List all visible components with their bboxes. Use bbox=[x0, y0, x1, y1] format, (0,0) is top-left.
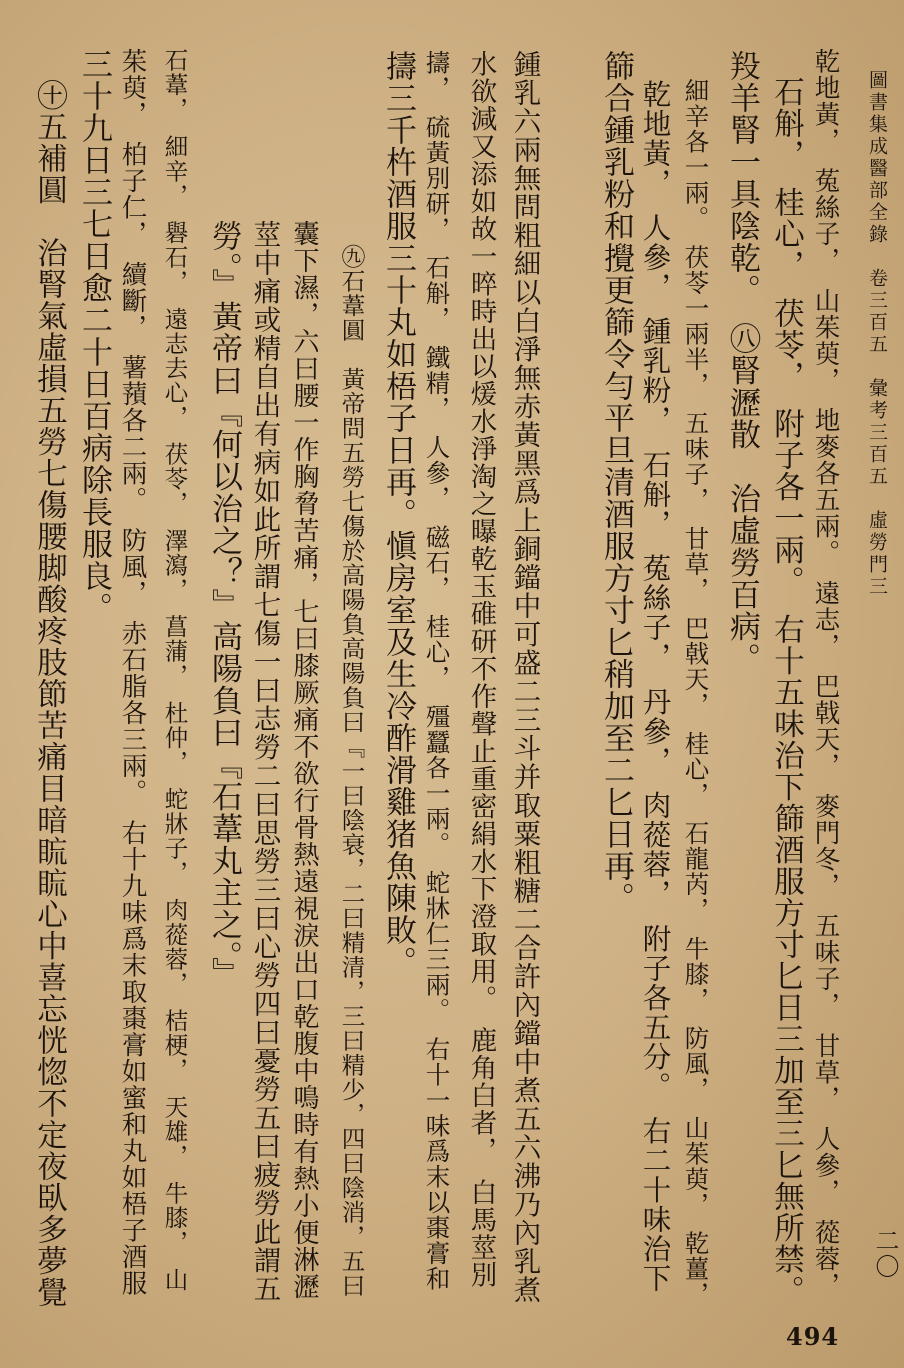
text-column-7: 鍾乳六兩無問粗細以白淨無赤黃黑爲上銅鐺中可盛二三斗并取粟粗糖二合許內鐺中煮五六沸乃內乳煮 bbox=[508, 50, 541, 1304]
text-column-11: ㊈石葦圓 黃帝問五勞七傷於高陽負高陽負曰『一曰陰衰，二曰精清，三曰精少，四曰陰消，五曰 bbox=[337, 220, 366, 1298]
text-column-12: 囊下濕，六曰腰一作胸脅苦痛，七曰膝厥痛不欲行骨熱遠視淚出口乾腹中鳴時有熱小便淋瀝 bbox=[289, 220, 319, 1300]
text-column-2: 石斛， 桂心， 茯苓， 附子各一兩。 右十五味治下篩酒服方寸匕日三加至三匕無所禁。 bbox=[768, 76, 804, 1307]
text-column-5: 乾地黃， 人參， 鍾乳粉， 石斛， 菟絲子， 丹參， 肉蓯蓉， 附子各五分。 右二十味治下 bbox=[638, 50, 672, 1293]
text-column-18: ㊉五補圓 治腎氣虛損五勞七傷腰脚酸疼肢節苦痛目暗䀮䀮心中喜忘恍惚不定夜臥多夢覺 bbox=[31, 48, 67, 1308]
text-column-17: 三十九日三七日愈二十日百病除長服良。 bbox=[76, 48, 112, 624]
text-column-1: 乾地黃， 菟絲子， 山茱萸， 地麥各五兩。 遠志， 巴戟天， 麥門冬， 五味子， 甘草， 人參， 蓯蓉， bbox=[810, 48, 841, 1299]
text-column-10: 擣三千杵酒服三十丸如梧子日再。愼房室及生冷酢滑雞猪魚陳敗。 bbox=[380, 50, 416, 978]
text-column-4: 細辛各一兩。 茯苓一兩半， 五味子， 甘草， 巴戟天， 桂心， 石龍芮， 牛膝， 防風， 山茱萸， 乾薑， bbox=[681, 78, 711, 1307]
text-column-6: 篩合鍾乳粉和攪更篩令勻平旦清酒服方寸匕稍加至二匕日再。 bbox=[598, 50, 634, 914]
text-column-15: 石葦， 細辛， 礜石， 遠志去心， 茯苓， 澤瀉， 菖蒲， 杜仲， 蛇牀子， 肉蓯蓉， 桔梗， 天雄， 牛膝， 山 bbox=[160, 48, 189, 1292]
page-number-footer: 494 bbox=[786, 1322, 840, 1351]
text-column-9: 擣， 硫黃別研， 石斛， 鐵精， 人參， 磁石， 桂心， 殭蠶各一兩。 蛇牀仁三兩。 右十一味爲末以棗膏和 bbox=[422, 50, 452, 1292]
page-number-vertical: 二〇 bbox=[871, 1228, 899, 1280]
running-header: 圖書集成醫部全錄 卷三百五 彙考三百五 虛勞門三 bbox=[866, 70, 888, 598]
text-column-13: 莖中痛或精自出有病如此所謂七傷一曰志勞二曰思勞三曰心勞四曰憂勞五曰疲勞此謂五 bbox=[248, 220, 281, 1303]
text-column-3: 羖羊腎一具陰乾。 ㊇腎瀝散 治虛勞百病。 bbox=[724, 50, 760, 675]
text-column-8: 水欲減又添如故一晬時出以煖水淨淘之曝乾玉碓研不作聲止重密絹水下澄取用。 鹿角白者， 白馬莖別 bbox=[465, 50, 497, 1289]
text-column-16: 茱萸， 柏子仁， 續斷， 薯蕷各二兩。 防風， 赤石脂各三兩。 右十九味爲末取棗膏如蜜和丸如梧子酒服 bbox=[117, 48, 148, 1297]
text-column-14: 勞。』黃帝曰『何以治之？』高陽負曰『石葦丸主之。』 bbox=[206, 220, 242, 989]
